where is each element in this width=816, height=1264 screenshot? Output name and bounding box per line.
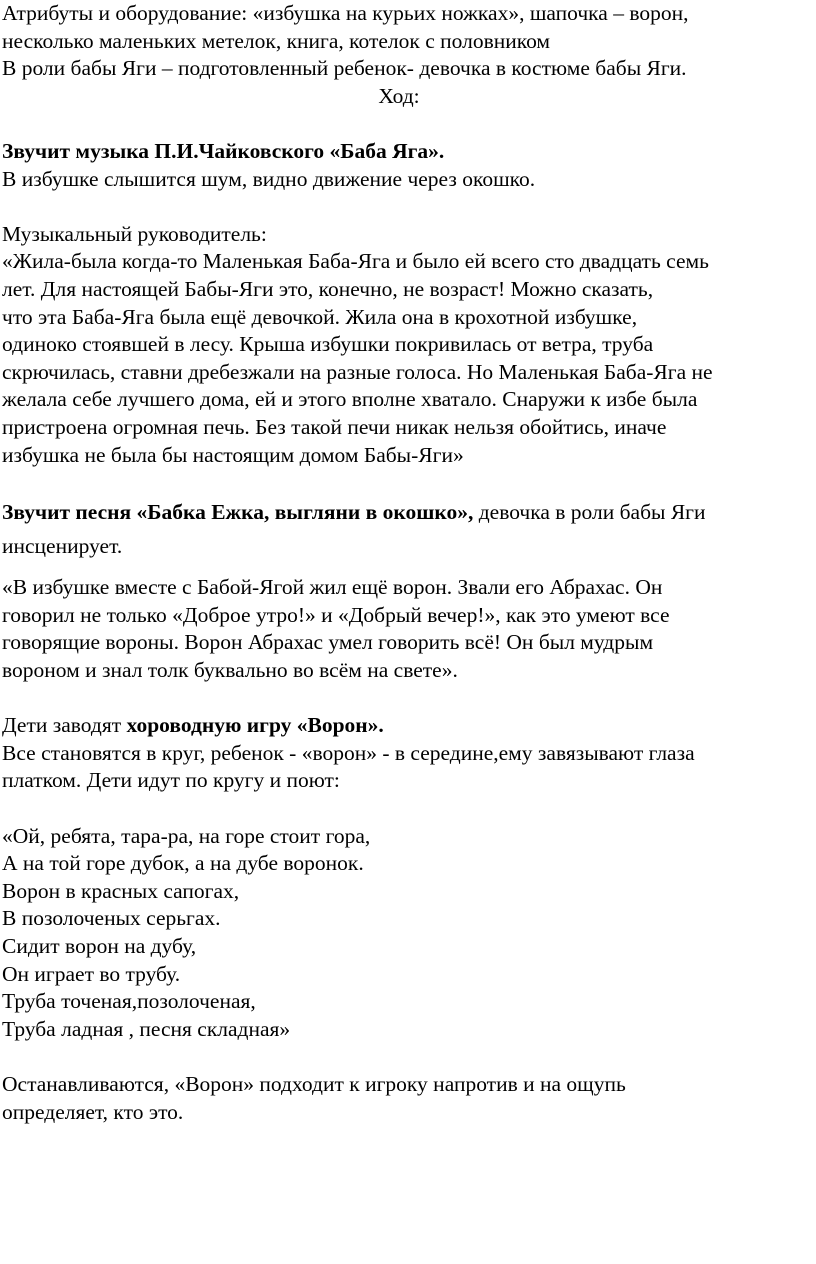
narration2-line: говорил не только «Доброе утро!» и «Добрый вечер!», как это умеют все: [2, 602, 670, 627]
narration-line: что эта Баба-Яга была ещё девочкой. Жила она в крохотной избушке,: [2, 304, 638, 329]
music-cue-bold: Звучит музыка П.И.Чайковского «Баба Яга».: [2, 138, 445, 163]
song-cue-line-2: инсценирует.: [2, 533, 123, 558]
poem-line: «Ой, ребята, тара-ра, на горе стоит гора,: [2, 823, 371, 848]
narration-line: скрючилась, ставни дребезжали на разные голоса. Но Маленькая Баба-Яга не: [2, 359, 713, 384]
music-cue: [2, 138, 816, 166]
spacer: [2, 560, 816, 574]
role-line: В роли бабы Яги – подготовленный ребенок- девочка в костюме бабы Яги.: [2, 56, 687, 81]
narration-line: избушка не была бы настоящим домом Бабы-Яги»: [2, 442, 464, 467]
poem-line: Он играет во трубу.: [2, 961, 181, 986]
song-cue-rest: девочка в роли бабы Яги: [473, 499, 706, 524]
spacer: [2, 193, 816, 221]
narration-line: лет. Для настоящей Бабы-Яги это, конечно, не возраст! Можно сказать,: [2, 276, 654, 301]
ending-line: Останавливаются, «Ворон» подходит к игроку напротив и на ощупь: [2, 1071, 626, 1096]
spacer: [2, 1043, 816, 1071]
spacer: [2, 110, 816, 138]
game-intro-prefix: Дети заводят: [2, 713, 127, 738]
poem-line: В позолоченых серьгах.: [2, 906, 221, 931]
spacer: [2, 469, 816, 497]
game-intro-bold: хороводную игру «Ворон».: [126, 713, 384, 738]
poem-line: А на той горе дубок, а на дубе воронок.: [2, 851, 364, 876]
section-heading: Ход:: [378, 83, 420, 108]
attributes-line-2: несколько маленьких метелок, книга, котелок с половником: [2, 28, 551, 53]
poem-line: Труба точеная,позолоченая,: [2, 989, 256, 1014]
narration-line: желала себе лучшего дома, ей и этого вполне хватало. Снаружи к избе была: [2, 387, 698, 412]
game-intro: [2, 712, 816, 740]
narration2-line: говорящие вороны. Ворон Абрахас умел говорить всё! Он был мудрым: [2, 630, 654, 655]
hut-noise-line: В избушке слышится шум, видно движение через окошко.: [2, 166, 536, 191]
game-instructions: платком. Дети идут по кругу и поют:: [2, 768, 340, 793]
attributes-line-1: Атрибуты и оборудование: «избушка на курьих ножках», шапочка – ворон,: [2, 1, 689, 25]
narration-line: пристроена огромная печь. Без такой печи никак нельзя обойтись, иначе: [2, 414, 667, 439]
spacer: [2, 795, 816, 823]
song-cue: [2, 497, 816, 533]
speaker-label: Музыкальный руководитель:: [2, 221, 267, 246]
narration-line: одиноко стоявшей в лесу. Крыша избушки покривилась от ветра, труба: [2, 332, 654, 357]
spacer: [2, 685, 816, 713]
poem-line: Труба ладная , песня складная»: [2, 1016, 291, 1041]
narration2-line: «В избушке вместе с Бабой-Ягой жил ещё ворон. Звали его Абрахас. Он: [2, 575, 663, 600]
poem-line: Ворон в красных сапогах,: [2, 878, 240, 903]
narration-line: «Жила-была когда-то Маленькая Баба-Яга и было ей всего сто двадцать семь: [2, 249, 709, 274]
narration2-line: вороном и знал толк буквально во всём на свете».: [2, 658, 458, 683]
poem-line: Сидит ворон на дубу,: [2, 934, 197, 958]
ending-line: определяет, кто это.: [2, 1099, 184, 1124]
game-instructions: Все становятся в круг, ребенок - «ворон» - в середине,ему завязывают глаза: [2, 740, 695, 765]
song-cue-bold: Звучит песня «Бабка Ежка, выгляни в окошко»,: [2, 499, 474, 524]
